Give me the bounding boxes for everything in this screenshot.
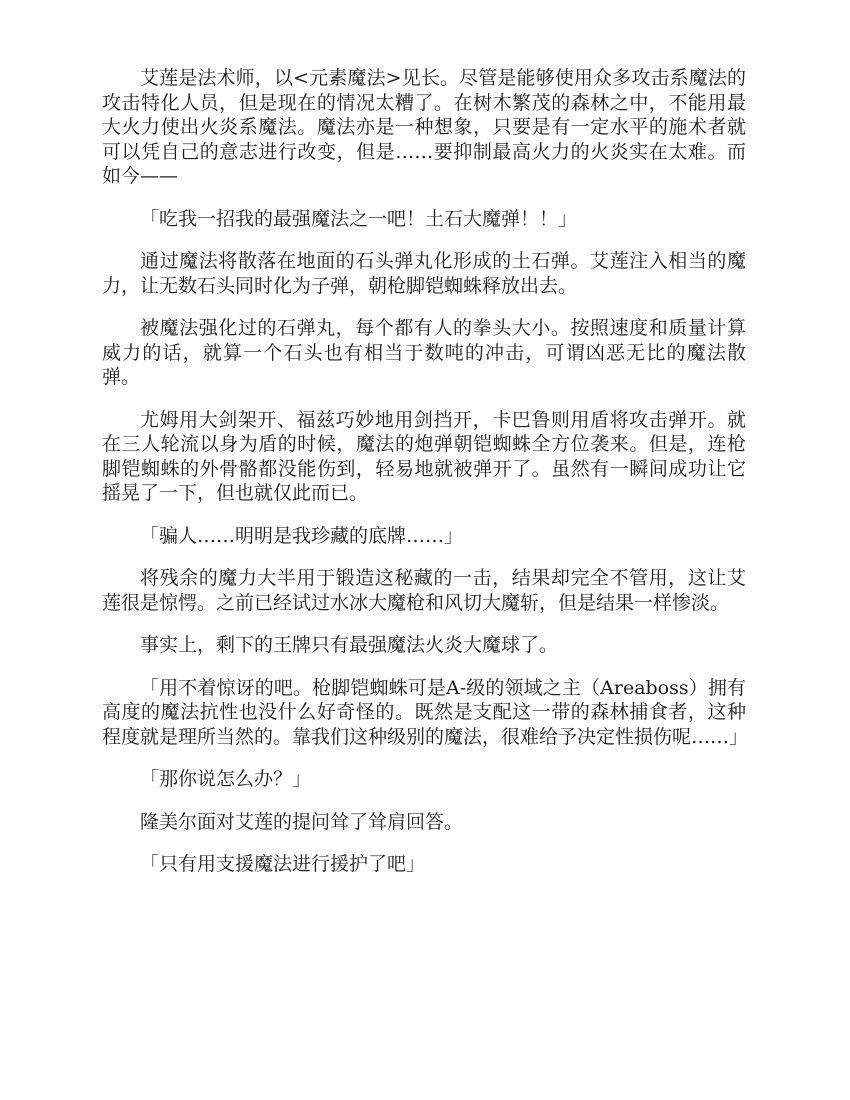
- paragraph: 尤姆用大剑架开、福兹巧妙地用剑挡开，卡巴鲁则用盾将攻击弹开。就在三人轮流以身为盾的时候，魔法的炮弹朝铠蜘蛛全方位袭来。但是，连枪脚铠蜘蛛的外骨骼都没能伤到，轻易地就被弹开了。虽然有一瞬间成功让它摇晃了一下，但也就仅此而已。: [102, 408, 746, 504]
- paragraph: 「骗人……明明是我珍藏的底牌……」: [140, 524, 464, 547]
- paragraph: 将残余的魔力大半用于锻造这秘藏的一击，结果却完全不管用，这让艾莲很是惊愕。之前已经试过水冰大魔枪和风切大魔斩，但是结果一样惨淡。: [102, 567, 746, 614]
- paragraph: 「那你说怎么办？」: [140, 768, 312, 790]
- paragraph: 隆美尔面对艾莲的提问耸了耸肩回答。: [140, 810, 464, 833]
- paragraph: 「用不着惊讶的吧。枪脚铠蜘蛛可是A-级的领域之主（Areaboss）拥有高度的魔法抗性也没什么好奇怪的。既然是支配这一带的森林捕食者，这种程度就是理所当然的。靠我们这种级别的魔法，很难给予决定性损伤呢……」: [102, 676, 749, 748]
- paragraph: 「只有用支援魔法进行援护了吧」: [140, 853, 426, 875]
- paragraph: 艾莲是法术师，以<元素魔法>见长。尽管是能够使用众多攻击系魔法的攻击特化人员，但是现在的情况太糟了。在树木繁茂的森林之中，不能用最大火力使出火炎系魔法。魔法亦是一种想象，只要是有一定水平的施术者就可以凭自己的意志进行改变，但是……要抑制最高火力的火炎实在太难。而如今——: [102, 67, 746, 187]
- paragraph: 被魔法强化过的石弹丸，每个都有人的拳头大小。按照速度和质量计算威力的话，就算一个石头也有相当于数吨的冲击，可谓凶恶无比的魔法散弹。: [102, 317, 746, 388]
- paragraph: 「吃我一招我的最强魔法之一吧！土石大魔弹！！」: [140, 207, 578, 230]
- paragraph: 事实上，剩下的王牌只有最强魔法火炎大魔球了。: [140, 634, 559, 656]
- document-page: [102, 38, 749, 895]
- paragraph: 通过魔法将散落在地面的石头弹丸化形成的土石弹。艾莲注入相当的魔力，让无数石头同时化为子弹，朝枪脚铠蜘蛛释放出去。: [102, 250, 746, 297]
